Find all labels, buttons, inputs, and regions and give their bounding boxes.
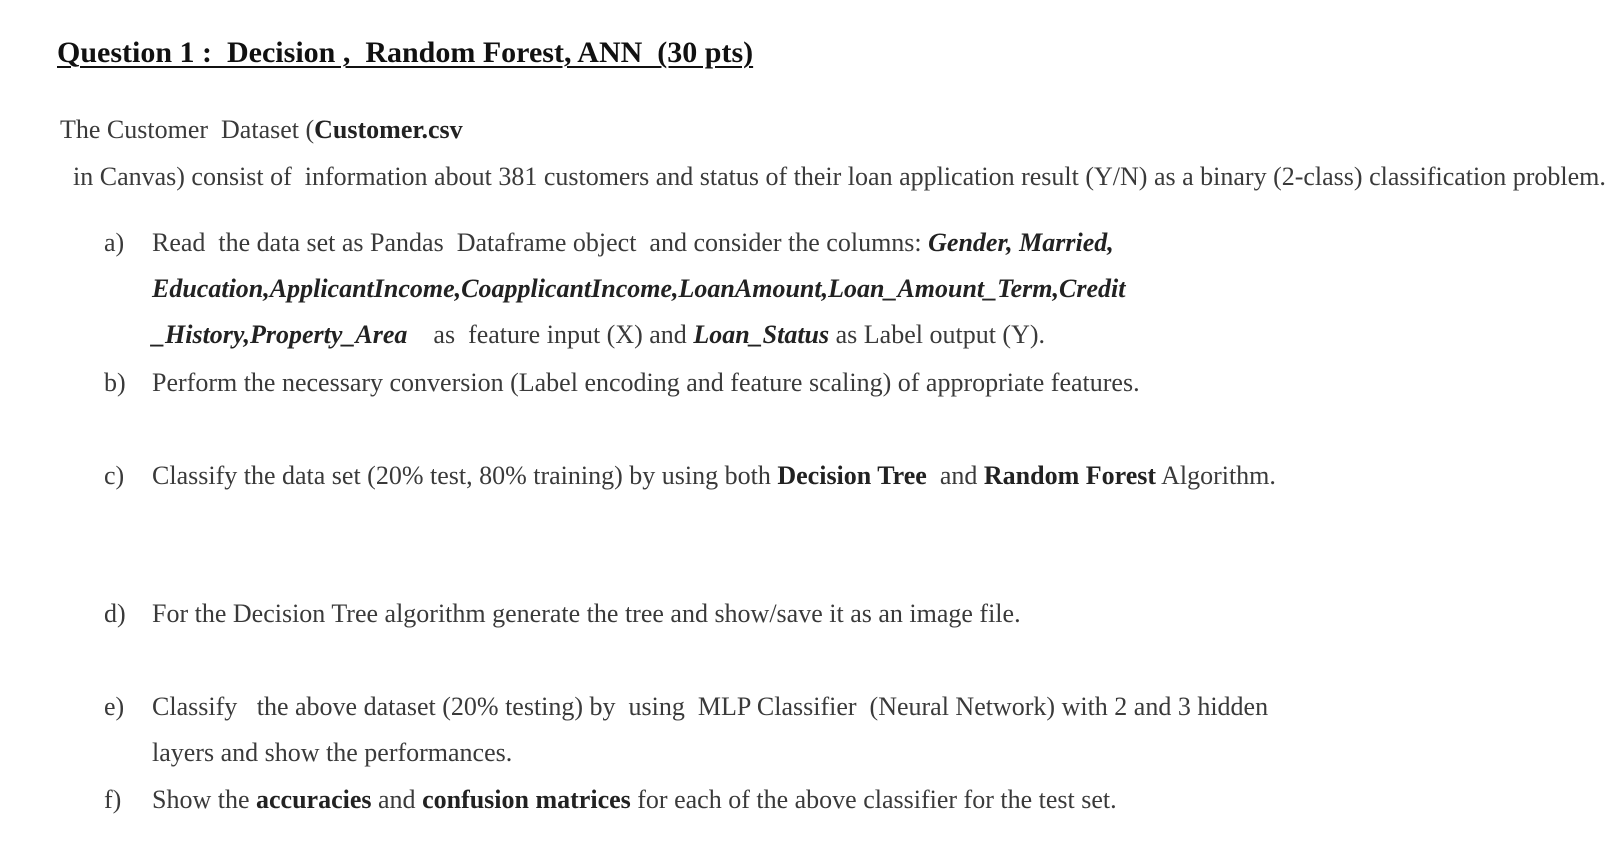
list-item-a <box>104 220 1304 358</box>
decision-tree-term: Decision Tree <box>777 461 927 490</box>
item-a-text-3: as Label output (Y). <box>829 320 1046 349</box>
feature-columns: Gender, Married, Education,ApplicantIncome,CoapplicantIncome,LoanAmount,Loan_Amount_Term,Credit _History,Property_Area <box>152 228 1126 349</box>
accuracies-term: accuracies <box>256 785 372 814</box>
intro-text-2: in Canvas) consist of information about 381 customers and status of their loan application result (Y/N) as a binary (2-class) classification problem. <box>60 162 1606 191</box>
item-c-text-2: and <box>926 461 984 490</box>
item-a-text-1: Read the data set as Pandas Dataframe object and consider the columns: <box>152 228 929 257</box>
list-item-c <box>104 453 1304 499</box>
confusion-matrices-term: confusion matrices <box>422 785 631 814</box>
list-item-b <box>104 360 1304 406</box>
item-c-text-3: Algorithm. <box>1156 461 1276 490</box>
list-marker-a: a) <box>104 228 125 257</box>
list-item-f-body <box>152 777 1304 823</box>
list-item-d <box>104 591 1304 637</box>
list-marker-b: b) <box>104 368 126 397</box>
list-marker-d: d) <box>104 599 126 628</box>
list-marker-f: f) <box>104 785 122 814</box>
item-d-text: For the Decision Tree algorithm generate the tree and show/save it as an image file. <box>152 599 1021 628</box>
item-f-text-2: and <box>371 785 423 814</box>
list-marker-c: c) <box>104 461 125 490</box>
label-column: Loan_Status <box>693 320 830 349</box>
dataset-filename: Customer.csv <box>314 115 463 144</box>
item-f-text-1: Show the <box>152 785 256 814</box>
item-b-text: Perform the necessary conversion (Label encoding and feature scaling) of appropriate features. <box>152 368 1140 397</box>
list-item-c-body <box>152 453 1304 499</box>
intro-text-1: The Customer Dataset ( <box>60 115 315 144</box>
list-item-f <box>104 777 1304 823</box>
item-c-text-1: Classify the data set (20% test, 80% training) by using both <box>152 461 778 490</box>
item-f-text-3: for each of the above classifier for the test set. <box>630 785 1117 814</box>
list-marker-e: e) <box>104 692 125 721</box>
question-title: Question 1 : Decision , Random Forest, ANN (30 pts) <box>57 36 754 69</box>
list-item-e <box>104 684 1304 776</box>
list-item-a-body <box>152 220 1304 358</box>
intro-paragraph <box>60 106 1606 200</box>
random-forest-term: Random Forest <box>983 461 1157 490</box>
item-e-text: Classify the above dataset (20% testing) by using MLP Classifier (Neural Network) with 2 and 3 hidden layers and show the performances. <box>152 692 1282 767</box>
item-a-text-2: as feature input (X) and <box>407 320 694 349</box>
